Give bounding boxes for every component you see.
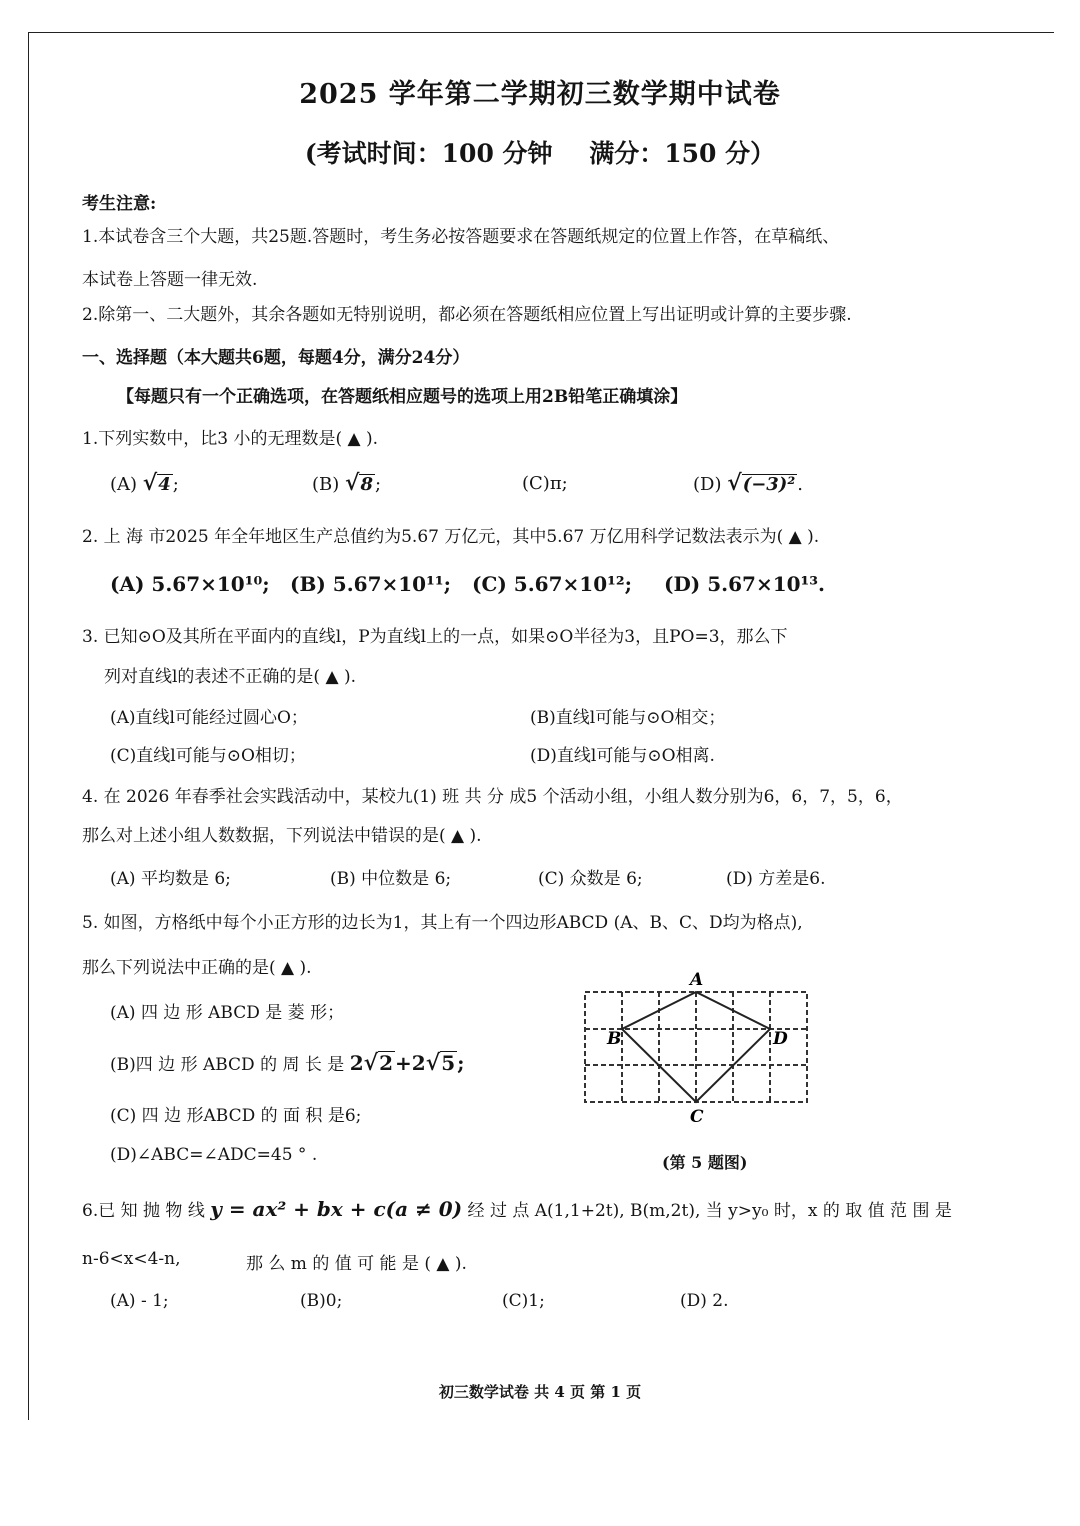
q1-b-label: (B) [312, 474, 340, 495]
q6-stem-2b: 那 么 m 的 值 可 能 是 ( ▲ ). [246, 1254, 467, 1274]
q2-option-a: (A) 5.67×10¹⁰; [110, 572, 270, 596]
q3-option-d: (D)直线l可能与⊙O相离. [530, 746, 715, 766]
q4-option-a: (A) 平均数是 6; [110, 869, 231, 889]
q1-stem: 1.下列实数中，比3 小的无理数是( ▲ ). [82, 429, 378, 449]
q6-stem-post: 经 过 点 A(1,1+2t), B(m,2t), 当 y>y₀ 时，x 的 取 值 范 围 是 [467, 1201, 952, 1221]
exam-score: 满分：150 分） [589, 139, 776, 168]
q1-option-c: (C)π; [522, 473, 568, 494]
notice-line-2: 2.除第一、二大题外，其余各题如无特别说明，都必须在答题纸相应位置上写出证明或计算的主要步骤. [82, 305, 852, 325]
q1-d-radicand: (−3)² [742, 474, 796, 495]
page-left-rule [28, 32, 29, 1420]
q4-stem-2: 那么对上述小组人数数据，下列说法中错误的是( ▲ ). [82, 826, 482, 846]
notice-heading: 考生注意: [82, 194, 157, 214]
q3-stem-1: 3. 已知⊙O及其所在平面内的直线l，P为直线l上的一点，如果⊙O半径为3，且PO=3，那么下 [82, 627, 788, 647]
q4-stem-1: 4. 在 2026 年春季社会实践活动中，某校九(1) 班 共 分 成5 个活动小组，小组人数分别为6，6，7，5，6， [82, 787, 903, 807]
q1-a-label: (A) [110, 474, 138, 495]
page-footer: 初三数学试卷 共 4 页 第 1 页 [438, 1383, 642, 1401]
exam-time: (考试时间：100 分钟 [304, 139, 553, 168]
point-d-label: D [773, 1029, 788, 1049]
q5-option-c: (C) 四 边 形ABCD 的 面 积 是6; [110, 1106, 362, 1126]
q5-option-b: (B)四 边 形 ABCD 的 周 长 是 2√2 +2√5 ; [110, 1050, 465, 1076]
q3-stem-2: 列对直线l的表述不正确的是( ▲ ). [104, 667, 356, 687]
q1-d-end: . [797, 474, 803, 495]
q5-option-a: (A) 四 边 形 ABCD 是 菱 形； [110, 1003, 345, 1023]
point-a-label: A [690, 970, 704, 990]
q3-option-a: (A)直线l可能经过圆心O； [110, 708, 308, 728]
q4-option-b: (B) 中位数是 6; [330, 869, 452, 889]
q5-b-text: (B)四 边 形 ABCD 的 周 长 是 [110, 1055, 345, 1075]
q2-option-c: (C) 5.67×10¹²; [472, 572, 633, 596]
section-1-heading: 一、选择题（本大题共6题，每题4分，满分24分） [82, 348, 470, 368]
q6-option-d: (D) 2. [680, 1291, 729, 1311]
q1-b-radicand: 8 [360, 474, 374, 495]
page-top-rule [28, 32, 1054, 33]
q1-option-b: (B) √8 ; [312, 470, 382, 496]
q6-stem-2a: n-6<x<4-n, [82, 1249, 181, 1269]
q1-option-a: (A) √4 ; [110, 470, 179, 496]
q5-option-d: (D)∠ABC=∠ADC=45 ° . [110, 1145, 318, 1165]
q5-b-end: ; [457, 1051, 465, 1075]
q5-figure [575, 968, 825, 1128]
notice-line-1a: 1.本试卷含三个大题，共25题.答题时，考生务必按答题要求在答题纸规定的位置上作答，在草稿纸、 [82, 227, 840, 247]
q2-stem: 2. 上 海 市2025 年全年地区生产总值约为5.67 万亿元，其中5.67 万亿用科学记数法表示为( ▲ ). [82, 527, 820, 547]
q3-option-c: (C)直线l可能与⊙O相切； [110, 746, 306, 766]
q6-formula: y = ax² + bx + c(a ≠ 0) [210, 1197, 463, 1221]
point-b-label: B [607, 1029, 622, 1049]
exam-title: 2025 学年第二学期初三数学期中试卷 [299, 79, 781, 110]
q1-d-label: (D) [693, 474, 722, 495]
q1-a-radicand: 4 [158, 474, 171, 495]
q6-option-c: (C)1; [502, 1291, 545, 1311]
q5-b-coef: 2 [349, 1051, 364, 1075]
q3-option-b: (B)直线l可能与⊙O相交； [530, 708, 726, 728]
q5-figure-caption: (第 5 题图) [662, 1153, 748, 1172]
section-1-instruction: 【每题只有一个正确选项，在答题纸相应题号的选项上用2B铅笔正确填涂】 [117, 387, 688, 407]
q1-option-d: (D) √(−3)² . [693, 470, 803, 496]
q6-option-a: (A) - 1; [110, 1291, 169, 1311]
notice-line-1b: 本试卷上答题一律无效. [82, 270, 258, 290]
q2-option-d: (D) 5.67×10¹³. [664, 572, 826, 596]
q5-b-rad1: 2 [379, 1051, 394, 1075]
q5-b-plus: +2 [395, 1051, 426, 1075]
q4-option-d: (D) 方差是6. [726, 869, 826, 889]
exam-subtitle [0, 134, 1080, 170]
q1-b-end: ; [375, 474, 382, 495]
point-c-label: C [690, 1107, 704, 1127]
q2-option-b: (B) 5.67×10¹¹; [290, 572, 451, 596]
q1-a-end: ; [172, 474, 179, 495]
q6-stem-1 [82, 1196, 952, 1221]
q5-b-rad2: 5 [441, 1051, 456, 1075]
q5-stem-2: 那么下列说法中正确的是( ▲ ). [82, 958, 312, 978]
q5-stem-1: 5. 如图，方格纸中每个小正方形的边长为1，其上有一个四边形ABCD (A、B、C、D均为格点), [82, 913, 803, 933]
q4-option-c: (C) 众数是 6; [538, 869, 643, 889]
q6-stem-pre: 6.已 知 抛 物 线 [82, 1201, 205, 1221]
q6-option-b: (B)0; [300, 1291, 343, 1311]
